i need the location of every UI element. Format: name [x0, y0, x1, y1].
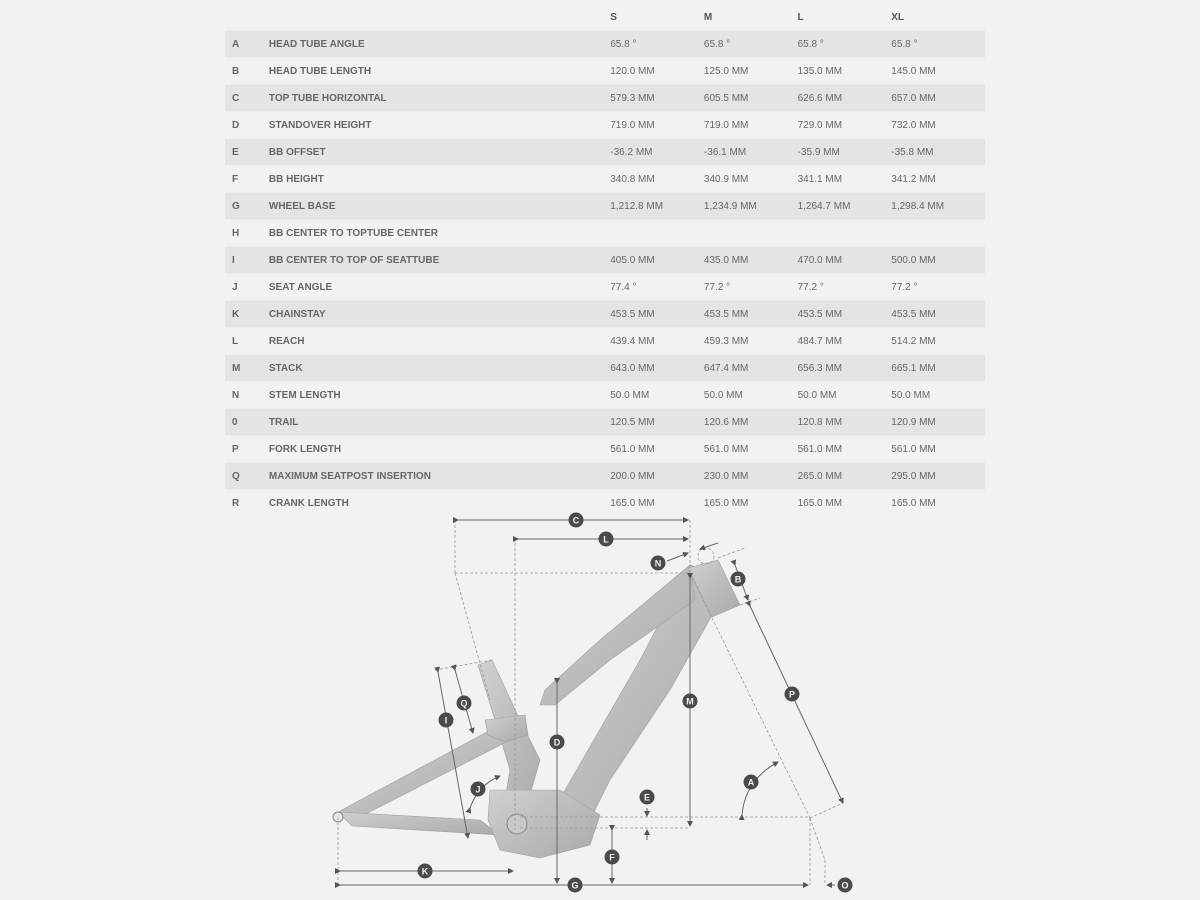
row-name: BB HEIGHT: [268, 173, 324, 185]
table-row: [225, 301, 985, 328]
row-value-l: 656.3 MM: [797, 362, 843, 374]
row-letter: A: [232, 38, 240, 50]
row-value-s: 120.5 MM: [610, 416, 655, 428]
row-value-m: 230.0 MM: [703, 470, 749, 482]
row-letter: J: [232, 281, 238, 293]
row-name: BB CENTER TO TOP OF SEATTUBE: [268, 254, 440, 266]
row-letter: Q: [232, 470, 240, 482]
row-name: FORK LENGTH: [268, 443, 342, 455]
table-row: [225, 328, 985, 355]
row-value-s: 561.0 MM: [610, 443, 655, 455]
row-value-l: 265.0 MM: [797, 470, 843, 482]
table-row: [225, 409, 985, 436]
row-value-s: 439.4 MM: [610, 335, 655, 347]
header-name: [269, 4, 610, 31]
row-value-xl: [891, 220, 985, 247]
row-name: BB CENTER TO TOPTUBE CENTER: [268, 227, 438, 239]
table-row: [225, 436, 985, 463]
row-letter: K: [232, 308, 240, 320]
geometry-table: [225, 4, 985, 516]
dimension-badge: [838, 878, 853, 893]
row-value-xl: 50.0 MM: [891, 389, 931, 401]
bike-frame: [338, 560, 740, 858]
row-letter: F: [232, 173, 239, 185]
row-value-xl: 145.0 MM: [891, 65, 936, 77]
row-value-l: 1,264.7 MM: [797, 200, 851, 212]
down-tube: [548, 565, 720, 820]
row-value-m: 459.3 MM: [703, 335, 749, 347]
row-letter: 0: [232, 416, 238, 428]
row-letter: L: [232, 335, 239, 347]
row-value-m: 561.0 MM: [703, 443, 749, 455]
badge-label: I: [444, 715, 448, 726]
dimension-badge: [569, 513, 584, 528]
row-name: CRANK LENGTH: [268, 497, 349, 509]
row-name: MAXIMUM SEATPOST INSERTION: [268, 470, 431, 482]
row-value-s: 1,212.8 MM: [610, 200, 664, 212]
dimension-badge: [550, 735, 565, 750]
header-letter: [225, 4, 269, 31]
row-value-m: 120.6 MM: [703, 416, 749, 428]
dimension-badge: [439, 713, 454, 728]
dimension-badge: [785, 687, 800, 702]
row-value-m: 340.9 MM: [703, 173, 749, 185]
dimension-badge: [683, 694, 698, 709]
row-letter: E: [232, 146, 239, 158]
row-value-xl: 165.0 MM: [891, 497, 936, 509]
row-value-l: 626.6 MM: [797, 92, 843, 104]
badge-label: L: [603, 534, 609, 545]
dimension-badge: [640, 790, 655, 805]
dimension-badge: [605, 850, 620, 865]
row-value-m: 1,234.9 MM: [703, 200, 757, 212]
row-value-l: 561.0 MM: [797, 443, 843, 455]
row-value-m: [704, 220, 798, 247]
row-name: SEAT ANGLE: [268, 281, 333, 293]
table-row: [225, 247, 985, 274]
table-row: [225, 85, 985, 112]
row-value-m: 647.4 MM: [703, 362, 749, 374]
dimension-badge: [471, 782, 486, 797]
table-row: [225, 193, 985, 220]
row-value-m: 453.5 MM: [703, 308, 749, 320]
row-value-m: 435.0 MM: [703, 254, 749, 266]
dimension-badge: [744, 775, 759, 790]
table-row: [225, 139, 985, 166]
row-value-m: 719.0 MM: [703, 119, 749, 131]
dimension-badge: [651, 556, 666, 571]
badge-label: P: [788, 689, 796, 700]
row-name: CHAINSTAY: [268, 308, 326, 320]
badge-label: O: [841, 880, 849, 891]
table-row: [225, 355, 985, 382]
row-value-s: 405.0 MM: [610, 254, 655, 266]
row-letter: G: [232, 200, 240, 212]
row-letter: B: [232, 65, 240, 77]
row-letter: C: [232, 92, 240, 104]
row-value-m: 50.0 MM: [703, 389, 743, 401]
header-size-xl: XL: [891, 11, 905, 23]
row-value-s: 50.0 MM: [610, 389, 650, 401]
row-value-m: 605.5 MM: [703, 92, 749, 104]
row-value-xl: 561.0 MM: [891, 443, 936, 455]
badge-label: F: [609, 852, 615, 863]
row-name: STANDOVER HEIGHT: [268, 119, 372, 131]
row-value-s: 120.0 MM: [610, 65, 655, 77]
row-value-xl: 77.2 °: [891, 281, 918, 293]
row-value-xl: 120.9 MM: [891, 416, 936, 428]
dimension-badge: [568, 878, 583, 893]
table-row: [225, 166, 985, 193]
dimension-badge: [599, 532, 614, 547]
row-value-xl: 341.2 MM: [891, 173, 936, 185]
badge-label: B: [734, 574, 742, 585]
row-name: REACH: [268, 335, 305, 347]
row-value-xl: 65.8 °: [891, 38, 918, 50]
table-row: [225, 31, 985, 58]
row-value-s: [610, 220, 704, 247]
dimension-badge: [731, 572, 746, 587]
row-value-l: 135.0 MM: [797, 65, 843, 77]
badge-label: Q: [460, 698, 468, 709]
row-value-l: 165.0 MM: [797, 497, 843, 509]
row-name: STACK: [268, 362, 303, 374]
row-value-s: 719.0 MM: [610, 119, 655, 131]
row-value-s: 77.4 °: [610, 281, 637, 293]
row-value-s: 643.0 MM: [610, 362, 655, 374]
chain-stay: [338, 812, 500, 835]
row-name: STEM LENGTH: [268, 389, 341, 401]
row-value-xl: 453.5 MM: [891, 308, 936, 320]
row-value-l: 341.1 MM: [797, 173, 843, 185]
row-letter: N: [232, 389, 240, 401]
row-value-m: 65.8 °: [703, 38, 731, 50]
row-name: TOP TUBE HORIZONTAL: [268, 92, 387, 104]
bike-geometry-diagram: [320, 505, 880, 900]
row-value-s: -36.2 MM: [610, 146, 653, 158]
row-value-xl: 657.0 MM: [891, 92, 936, 104]
table-row: [225, 220, 985, 247]
table-row: [225, 274, 985, 301]
row-value-m: 77.2 °: [703, 281, 731, 293]
row-value-s: 453.5 MM: [610, 308, 655, 320]
badge-label: K: [421, 866, 429, 877]
row-letter: H: [232, 227, 240, 239]
row-value-s: 200.0 MM: [610, 470, 655, 482]
row-value-xl: 1,298.4 MM: [891, 200, 945, 212]
row-letter: R: [232, 497, 240, 509]
row-value-xl: 665.1 MM: [891, 362, 936, 374]
bottom-bracket: [507, 814, 527, 834]
row-letter: M: [232, 362, 241, 374]
row-value-l: [798, 220, 892, 247]
row-name: BB OFFSET: [268, 146, 326, 158]
dimension-badge: [418, 864, 433, 879]
table-row: [225, 382, 985, 409]
row-value-xl: 295.0 MM: [891, 470, 936, 482]
row-value-xl: 732.0 MM: [891, 119, 936, 131]
row-value-xl: 514.2 MM: [891, 335, 936, 347]
badge-label: D: [553, 737, 561, 748]
row-value-s: 165.0 MM: [610, 497, 655, 509]
badge-label: A: [747, 777, 755, 788]
row-value-m: 165.0 MM: [703, 497, 749, 509]
row-value-xl: -35.8 MM: [891, 146, 934, 158]
row-value-l: 77.2 °: [797, 281, 824, 293]
row-value-l: 453.5 MM: [797, 308, 843, 320]
row-value-l: 50.0 MM: [797, 389, 837, 401]
header-size-m: M: [703, 11, 713, 23]
row-name: HEAD TUBE ANGLE: [268, 38, 365, 50]
row-value-l: 65.8 °: [797, 38, 824, 50]
row-value-m: 125.0 MM: [703, 65, 749, 77]
row-value-l: 484.7 MM: [797, 335, 843, 347]
row-value-l: -35.9 MM: [797, 146, 840, 158]
badge-label: N: [654, 558, 662, 569]
header-size-s: S: [610, 11, 617, 23]
dimension-badge: [457, 696, 472, 711]
badge-label: C: [572, 515, 580, 526]
table-row: [225, 112, 985, 139]
row-value-s: 65.8 °: [610, 38, 637, 50]
row-value-l: 729.0 MM: [797, 119, 843, 131]
row-letter: P: [232, 443, 239, 455]
badge-label: G: [571, 880, 579, 891]
header-size-l: L: [797, 11, 804, 23]
badge-label: M: [686, 696, 694, 707]
row-letter: I: [232, 254, 235, 266]
row-name: TRAIL: [268, 416, 299, 428]
row-value-l: 120.8 MM: [797, 416, 843, 428]
row-name: WHEEL BASE: [268, 200, 336, 212]
row-value-s: 579.3 MM: [610, 92, 655, 104]
table-row: [225, 463, 985, 490]
badge-label: J: [475, 784, 481, 795]
table-header-row: [225, 4, 985, 31]
row-name: HEAD TUBE LENGTH: [268, 65, 372, 77]
row-value-l: 470.0 MM: [797, 254, 843, 266]
row-value-s: 340.8 MM: [610, 173, 655, 185]
badge-label: E: [643, 792, 651, 803]
row-letter: D: [232, 119, 240, 131]
row-value-xl: 500.0 MM: [891, 254, 936, 266]
table-row: [225, 58, 985, 85]
row-value-m: -36.1 MM: [703, 146, 747, 158]
